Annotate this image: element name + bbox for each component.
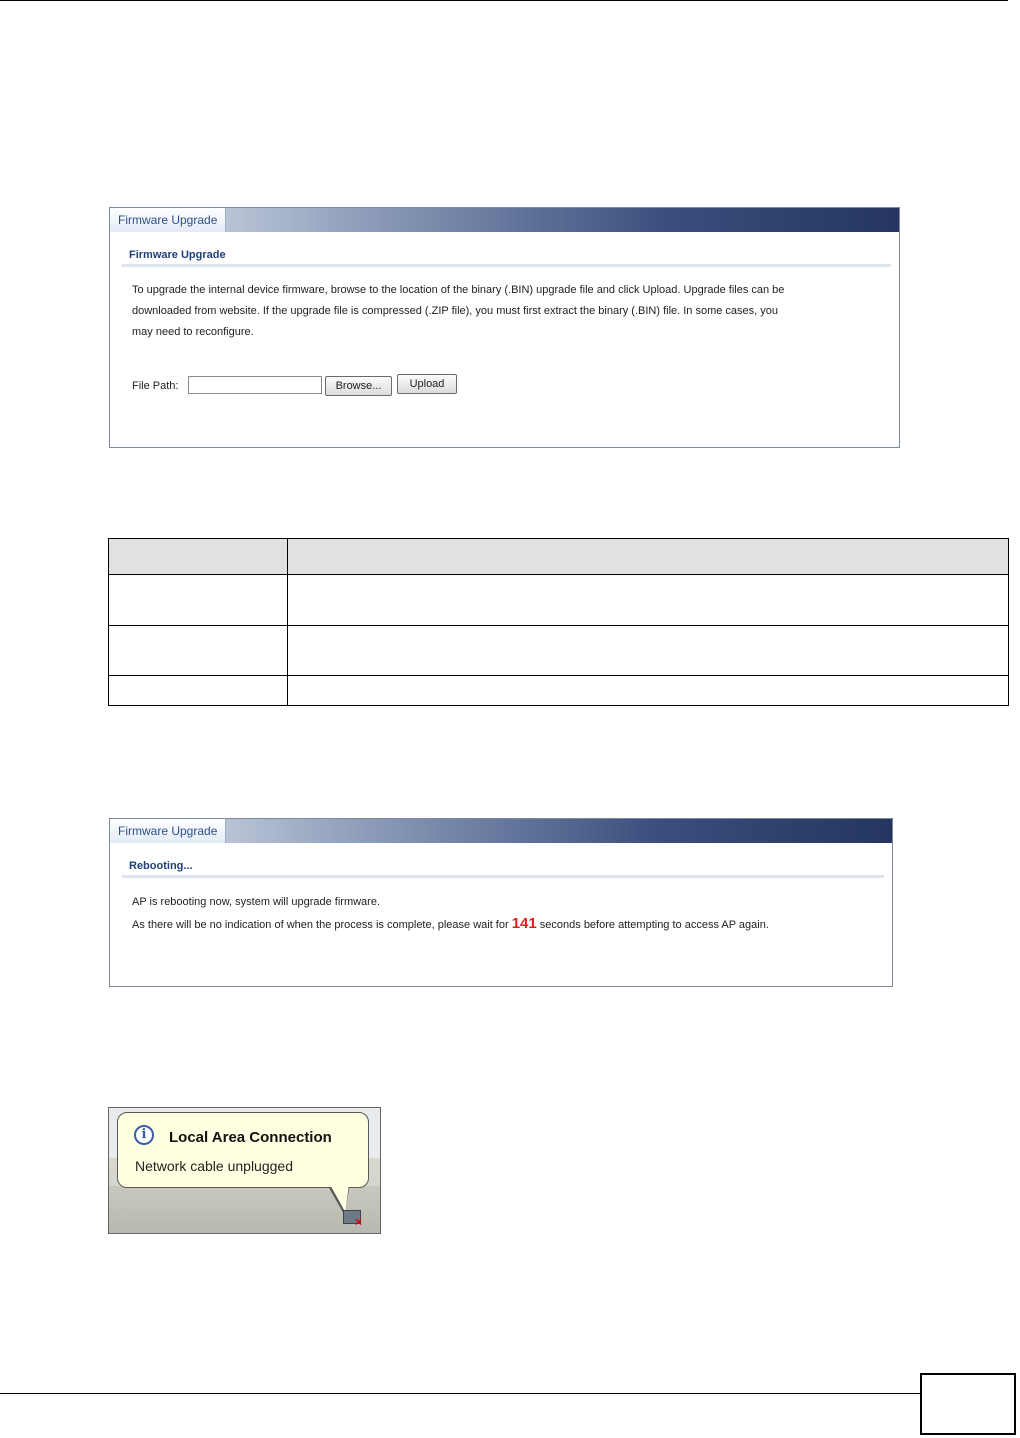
table-cell — [109, 626, 288, 676]
top-rule — [0, 0, 1008, 1]
instruction-line: downloaded from website. If the upgrade file is compressed (.ZIP file), you must first extract the binary (.BIN) file. In some cases, you — [132, 305, 779, 317]
network-notification-screenshot — [108, 1107, 381, 1234]
balloon-message: Network cable unplugged — [135, 1158, 293, 1174]
upgrade-instructions — [132, 280, 784, 343]
disconnected-x-icon: × — [355, 1215, 363, 1229]
table-cell — [109, 575, 288, 626]
notification-balloon[interactable] — [117, 1112, 369, 1188]
instruction-line: may need to reconfigure. — [132, 326, 254, 338]
rebooting-panel — [109, 818, 893, 987]
table-row — [109, 575, 1009, 626]
wait-text-after: seconds before attempting to access AP again. — [536, 919, 769, 931]
file-path-label: File Path: — [132, 380, 179, 392]
reboot-wait-line — [132, 913, 769, 936]
file-path-input[interactable] — [188, 376, 322, 394]
info-icon: i — [134, 1125, 154, 1145]
table-cell — [288, 575, 1009, 626]
table-row — [109, 676, 1009, 706]
wait-text-before: As there will be no indication of when the process is complete, please wait for — [132, 919, 512, 931]
section-divider — [122, 264, 891, 267]
section-title: Firmware Upgrade — [129, 249, 226, 261]
table-header-cell — [109, 539, 288, 575]
bottom-rule — [0, 1393, 920, 1394]
section-title: Rebooting... — [129, 860, 193, 872]
table-cell — [109, 676, 288, 706]
field-description-table — [108, 538, 1009, 706]
tab-firmware-upgrade[interactable]: Firmware Upgrade — [110, 208, 226, 232]
panel-tab-bar — [110, 208, 899, 232]
table-header-row — [109, 539, 1009, 575]
table-header-cell — [288, 539, 1009, 575]
section-divider — [122, 875, 884, 878]
table-row — [109, 626, 1009, 676]
page-number-box — [920, 1373, 1016, 1435]
reboot-message — [132, 892, 769, 936]
reboot-status-line: AP is rebooting now, system will upgrade firmware. — [132, 896, 381, 908]
instruction-line: To upgrade the internal device firmware, browse to the location of the binary (.BIN) upgrade file and click Upload. Upgrade files can be — [132, 284, 785, 296]
countdown-seconds: 141 — [511, 915, 537, 932]
upload-button[interactable]: Upload — [397, 374, 457, 394]
browse-button[interactable]: Browse... — [325, 376, 392, 396]
table-cell — [288, 676, 1009, 706]
table-cell — [288, 626, 1009, 676]
balloon-title: Local Area Connection — [169, 1129, 332, 1146]
panel-tab-bar — [110, 819, 892, 843]
firmware-upgrade-panel — [109, 207, 900, 448]
tab-firmware-upgrade[interactable]: Firmware Upgrade — [110, 819, 226, 843]
